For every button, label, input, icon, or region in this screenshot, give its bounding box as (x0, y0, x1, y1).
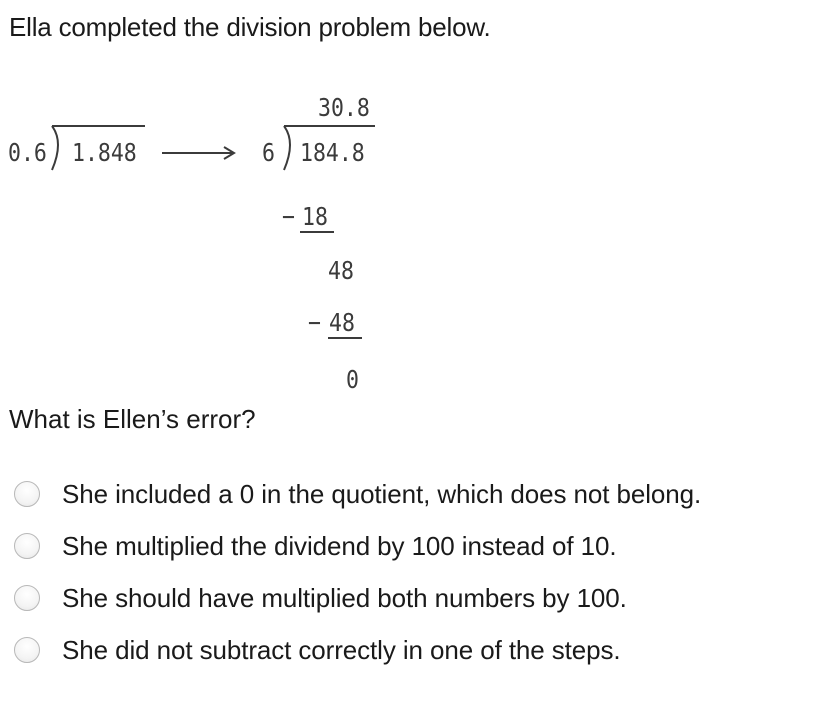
choice-label: She multiplied the dividend by 100 instead of 10. (62, 530, 617, 561)
radio-button-icon[interactable] (14, 637, 40, 663)
quotient: 30.8 (318, 93, 370, 122)
problem-prompt: Ella completed the division problem below. (9, 12, 491, 42)
subtract-step2: 48 (329, 308, 355, 337)
subtract-step1: 18 (302, 202, 328, 231)
minus-sign-step2: − (308, 308, 321, 337)
radio-button-icon[interactable] (14, 533, 40, 559)
original-dividend: 1.848 (72, 138, 137, 167)
question-text: What is Ellen’s error? (9, 404, 256, 434)
division-bracket-new (284, 126, 290, 170)
original-divisor: 0.6 (8, 138, 47, 167)
division-figure (0, 80, 420, 400)
choice-3[interactable] (14, 630, 621, 670)
division-strokes (0, 80, 420, 400)
radio-button-icon[interactable] (14, 481, 40, 507)
choice-0[interactable] (14, 474, 701, 514)
choice-label: She did not subtract correctly in one of the steps. (62, 634, 621, 665)
remainder-step1: 48 (328, 256, 354, 285)
radio-button-icon[interactable] (14, 585, 40, 611)
minus-sign-step1: − (282, 202, 295, 231)
choice-label: She included a 0 in the quotient, which does not belong. (62, 478, 702, 509)
new-dividend: 184.8 (300, 138, 365, 167)
division-bracket-original (52, 126, 58, 170)
choice-1[interactable] (14, 526, 616, 566)
choice-label: She should have multiplied both numbers by 100. (62, 582, 627, 613)
choice-2[interactable] (14, 578, 627, 618)
final-remainder: 0 (346, 365, 359, 394)
new-divisor: 6 (262, 138, 275, 167)
